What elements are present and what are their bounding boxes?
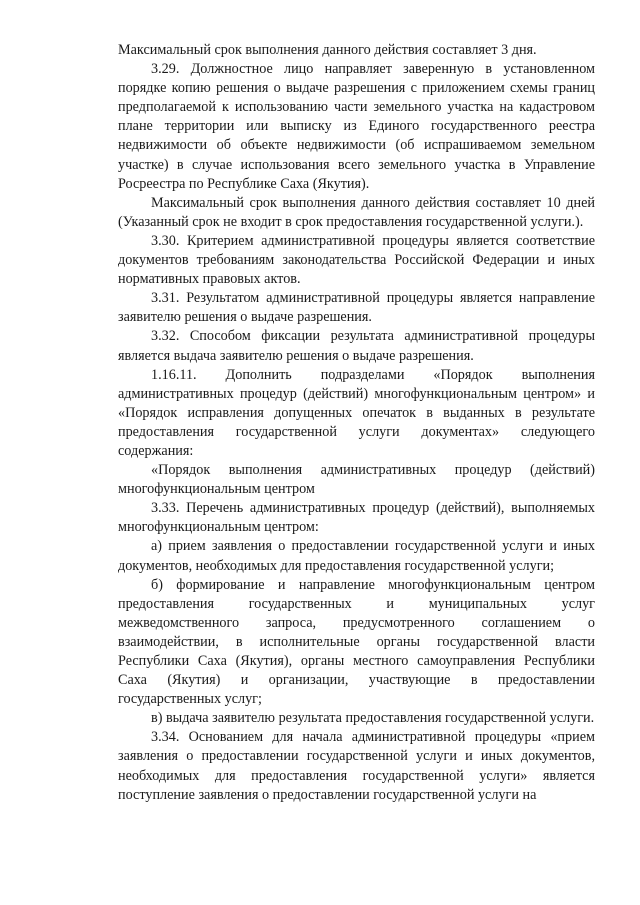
paragraph-9: 3.33. Перечень административных процедур (действий), выполняемых многофункциональным центром: <box>118 500 595 536</box>
paragraph-11: б) формирование и направление многофункциональным центром предоставления государственных и муниципальных услуг межведомственного запроса, предусмотренного соглашением о взаимодействии, в исполнительные органы государственной власти Республики Саха (Якутия), органы местного самоуправления Республики Саха (Якутия) и организации, участвующие в предоставлении государственных услуг; <box>118 576 595 708</box>
document-page <box>118 41 595 805</box>
paragraph-1: Максимальный срок выполнения данного действия составляет 3 дня. <box>118 42 537 58</box>
paragraph-3: Максимальный срок выполнения данного действия составляет 10 дней (Указанный срок не входит в срок предоставления государственной услуги.). <box>118 194 595 230</box>
paragraph-8: «Порядок выполнения административных процедур (действий) многофункциональным центром <box>118 462 595 498</box>
paragraph-5: 3.31. Результатом административной процедуры является направление заявителю решения о выдаче разрешения. <box>118 290 595 326</box>
paragraph-13: 3.34. Основанием для начала административной процедуры «прием заявления о предоставлении государственной услуги и иных документов, необходимых для предоставления государственной услуги» является поступление заявления о предоставлении государственной услуги на <box>118 729 595 803</box>
paragraph-10: а) прием заявления о предоставлении государственной услуги и иных документов, необходимых для предоставления государственной услуги; <box>118 538 595 574</box>
paragraph-12: в) выдача заявителю результата предоставления государственной услуги. <box>151 710 595 727</box>
paragraph-7: 1.16.11. Дополнить подразделами «Порядок выполнения административных процедур (действий) многофункциональным центром» и «Порядок исправления допущенных опечаток в выданных в результате предоставления государственной услуги документах» следующего содержания: <box>118 366 595 459</box>
paragraph-2: 3.29. Должностное лицо направляет заверенную в установленном порядке копию решения о выдаче разрешения с приложением схемы границ предполагаемой к использованию части земельного участка на кадастровом плане территории или выписку из Единого государственного реестра недвижимости об объекте недвижимости (об испрашиваемом земельном участке) в случае использования всего земельного участка в Управление Росреестра по Республике Саха (Якутия). <box>118 61 595 192</box>
paragraph-6: 3.32. Способом фиксации результата административной процедуры является выдача заявителю решения о выдаче разрешения. <box>118 328 595 364</box>
paragraph-4: 3.30. Критерием административной процедуры является соответствие документов требованиям законодательства Российской Федерации и иных нормативных правовых актов. <box>118 232 595 288</box>
